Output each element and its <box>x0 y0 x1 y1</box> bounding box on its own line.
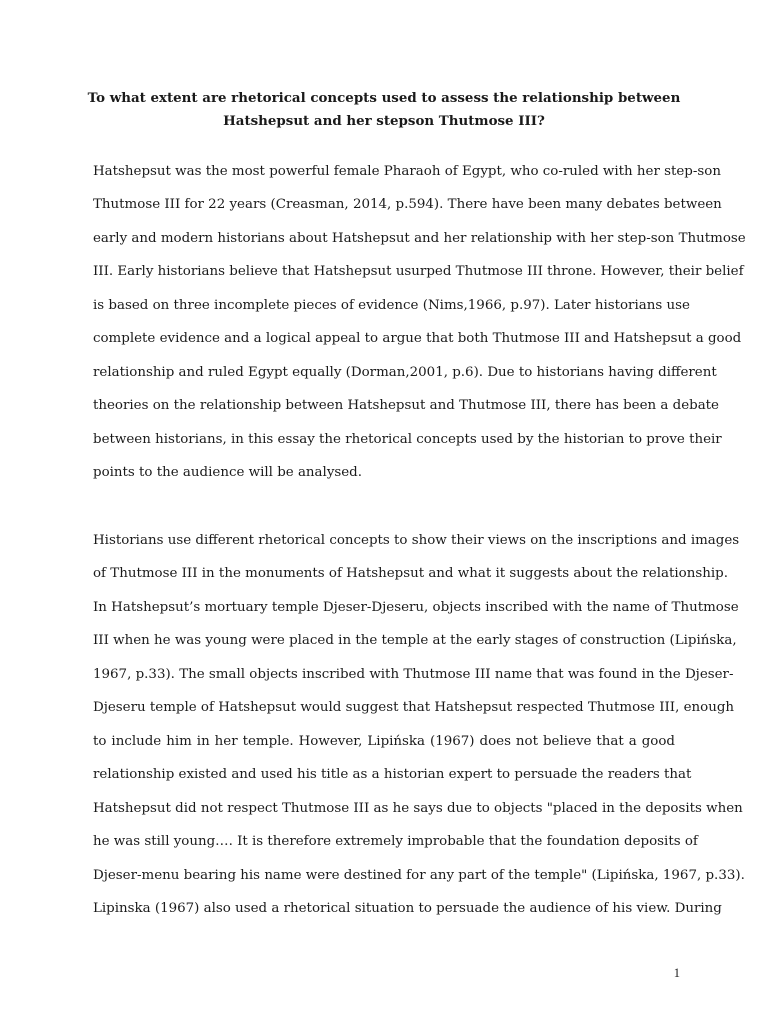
paragraph-2-line: III when he was young were placed in the temple at the early stages of construction (Lipińska, <box>93 633 737 648</box>
paragraph-1-line: is based on three incomplete pieces of evidence (Nims,1966, p.97). Later historians use <box>93 298 690 313</box>
paragraph-1-line: theories on the relationship between Hatshepsut and Thutmose III, there has been a debate <box>93 398 719 413</box>
paragraph-2-line: Historians use different rhetorical concepts to show their views on the inscriptions and images <box>93 533 740 548</box>
paragraph-2-line: In Hatshepsut’s mortuary temple Djeser-Djeseru, objects inscribed with the name of Thutmose <box>93 600 739 615</box>
essay-title-line-2: Hatshepsut and her stepson Thutmose III? <box>223 113 545 129</box>
paragraph-1-line: Hatshepsut was the most powerful female Pharaoh of Egypt, who co-ruled with her step-son <box>93 164 721 179</box>
paragraph-2-line: Hatshepsut did not respect Thutmose III as he says due to objects "placed in the deposits when <box>93 801 743 816</box>
essay-title-line-1: To what extent are rhetorical concepts used to assess the relationship between <box>87 90 681 106</box>
paragraph-1-line: between historians, in this essay the rhetorical concepts used by the historian to prove their <box>93 432 722 447</box>
paragraph-2-line: he was still young…. It is therefore extremely improbable that the foundation deposits of <box>93 834 698 849</box>
paragraph-2-line: to include him in her temple. However, Lipińska (1967) does not believe that a good <box>93 734 675 749</box>
paragraph-2-line: Lipinska (1967) also used a rhetorical situation to persuade the audience of his view. During <box>93 901 722 916</box>
page-number: 1 <box>673 966 680 980</box>
paragraph-2-line: of Thutmose III in the monuments of Hatshepsut and what it suggests about the relationship. <box>93 566 728 581</box>
paragraph-2-line: Djeseru temple of Hatshepsut would suggest that Hatshepsut respected Thutmose III, enough <box>93 700 735 715</box>
paragraph-2-line: relationship existed and used his title as a historian expert to persuade the readers that <box>93 767 692 782</box>
paragraph-1-line: relationship and ruled Egypt equally (Dorman,2001, p.6). Due to historians having different <box>93 365 717 380</box>
paragraph-2-line: Djeser-menu bearing his name were destined for any part of the temple" (Lipińska, 1967, p.33). <box>93 868 745 883</box>
paragraph-2-line: 1967, p.33). The small objects inscribed with Thutmose III name that was found in the Djeser- <box>93 667 734 682</box>
paragraph-1-line: points to the audience will be analysed. <box>93 465 363 480</box>
paragraph-1-line: Thutmose III for 22 years (Creasman, 2014, p.594). There have been many debates between <box>93 197 722 212</box>
paragraph-1-line: complete evidence and a logical appeal to argue that both Thutmose III and Hatshepsut a good <box>93 331 742 346</box>
paragraph-1-line: early and modern historians about Hatshepsut and her relationship with her step-son Thutmose <box>93 231 746 246</box>
paragraph-1-line: III. Early historians believe that Hatshepsut usurped Thutmose III throne. However, their belief <box>93 264 744 279</box>
